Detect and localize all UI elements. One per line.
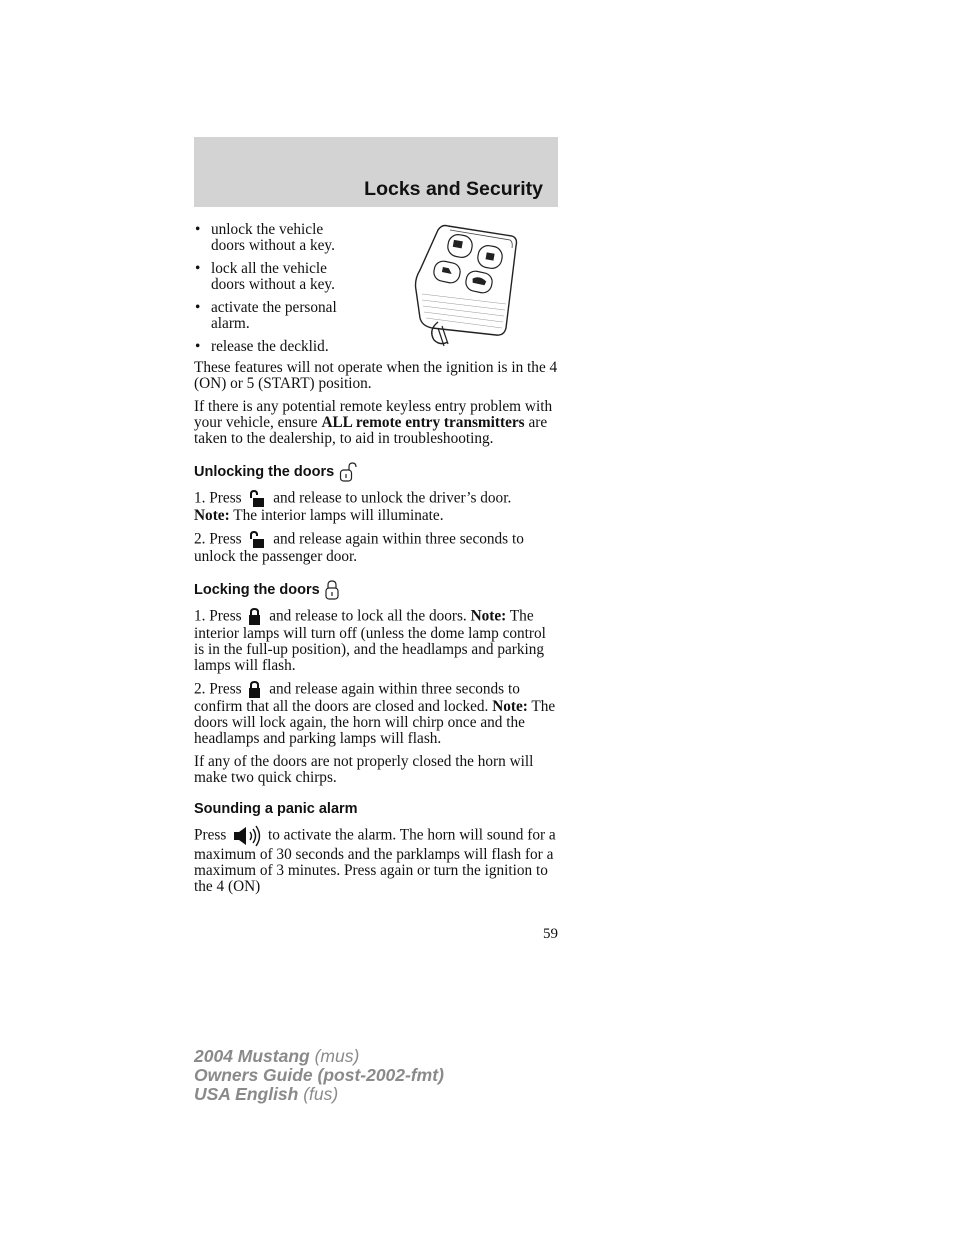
lock-button-icon (245, 681, 265, 699)
ignition-note: These features will not operate when the ignition is in the 4 (ON) or 5 (START) position. (194, 359, 558, 392)
panic-alarm-heading: Sounding a panic alarm (194, 801, 358, 817)
locking-heading: Locking the doors (194, 580, 558, 600)
unlock-step-2: 2. Press and release again within three seconds to unlock the passenger door. (194, 530, 524, 565)
troubleshooting-note: If there is any potential remote keyless entry problem with your vehicle, ensure ALL remote entry transmitters are taken to the dealership, to aid in troubleshooting. (194, 398, 553, 447)
list-item: • release the decklid. (194, 339, 394, 355)
panic-alarm-text: Press to activate the alarm. The horn will sound for a maximum of 30 seconds and the parklamps will flash for a maximum of 3 minutes. Press again or turn the ignition to the 4 (ON) (194, 826, 556, 895)
section-header-band (194, 137, 558, 207)
unlock-step-1: 1. Press and release to unlock the driver’s door. Note: The interior lamps will illuminate. (194, 489, 512, 524)
lock-button-icon (245, 608, 265, 626)
list-item: • activate the personal alarm. (194, 300, 394, 332)
list-item: • unlock the vehicle doors without a key. (194, 222, 394, 254)
page-number: 59 (543, 926, 558, 942)
unlocking-heading: Unlocking the doors (194, 462, 558, 482)
unlock-button-icon (245, 490, 269, 508)
section-title: Locks and Security (364, 178, 543, 200)
lock-step-2: 2. Press and release again within three seconds to confirm that all the doors are closed and locked. Note: The doors will lock again, the horn will chirp once and the headlamps and parking lamps will flash. (194, 680, 556, 747)
horn-chirp-note: If any of the doors are not properly closed the horn will make two quick chirps. (194, 753, 534, 786)
unlock-padlock-icon (339, 462, 357, 482)
lock-step-1: 1. Press and release to lock all the doors. Note: The interior lamps will turn off (unless the dome lamp control is in the full-up position), and the headlamps and parking lamps will flash. (194, 607, 546, 674)
list-item: • lock all the vehicle doors without a key. (194, 261, 394, 293)
feature-list (194, 222, 394, 362)
remote-transmitter-illustration (414, 222, 520, 348)
document-footer: 2004 Mustang (mus) Owners Guide (post-2002-fmt) USA English (fus) (194, 1046, 444, 1104)
unlock-button-icon (245, 531, 269, 549)
panic-alarm-speaker-icon (230, 825, 264, 847)
lock-padlock-icon (325, 580, 339, 600)
main-content (194, 360, 558, 902)
